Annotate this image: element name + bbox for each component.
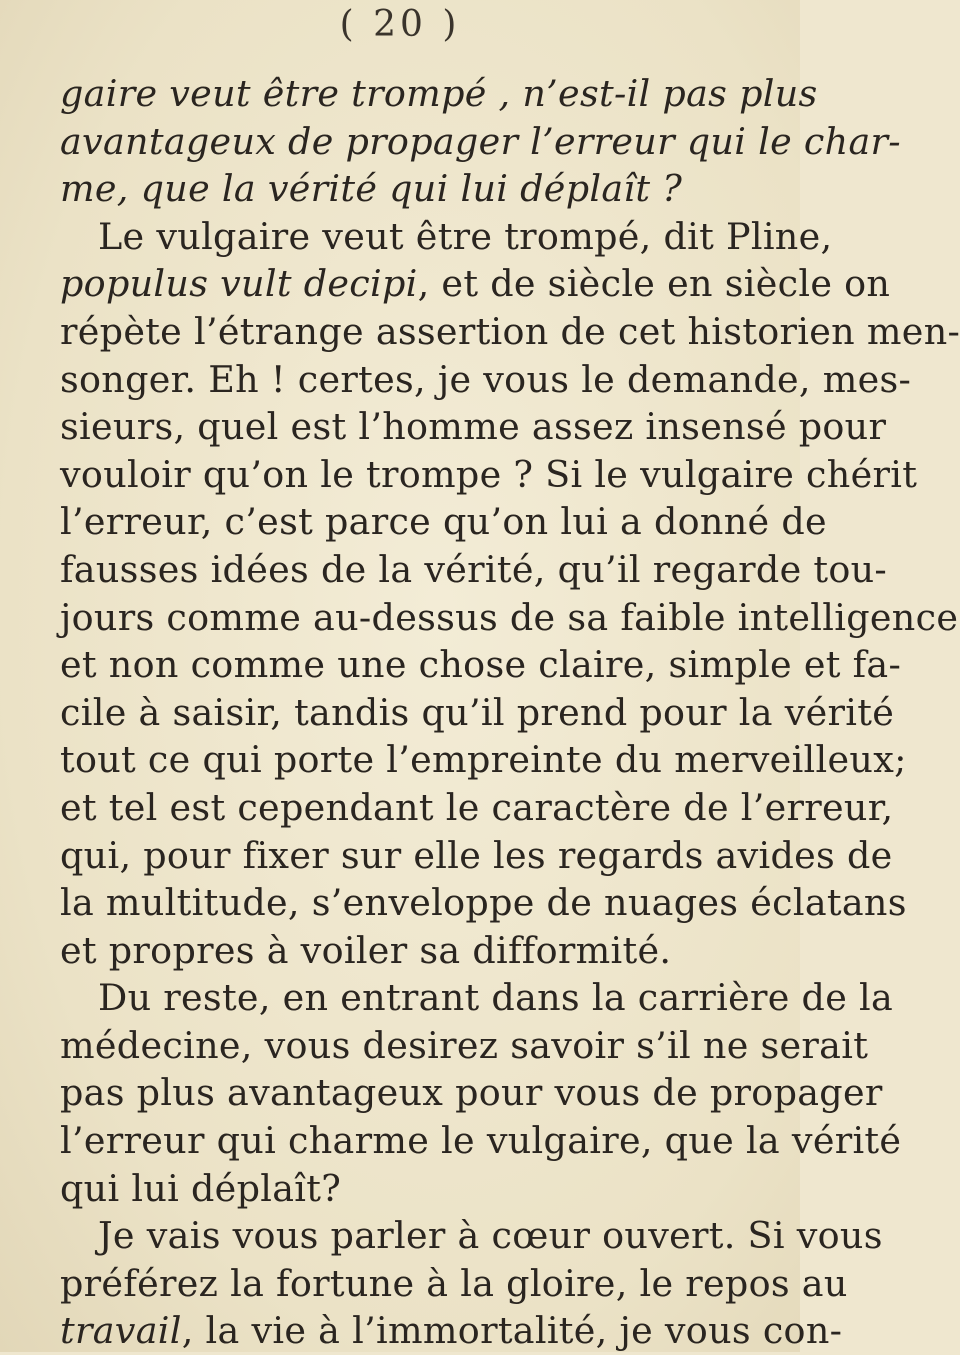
italic-phrase: travail <box>60 1309 182 1353</box>
text-line: vouloir qu’on le trompe ? Si le vulgaire chérit <box>60 452 918 496</box>
text-line: et tel est cependant le caractère de l’erreur, <box>60 785 894 829</box>
text-line: et propres à voiler sa difformité. <box>60 928 672 972</box>
text-line: Du reste, en entrant dans la carrière de la <box>98 976 894 1020</box>
text-line: qui, pour fixer sur elle les regards avides de <box>60 833 893 877</box>
text-line: avantageux de propager l’erreur qui le char- <box>60 119 901 163</box>
text-line: Le vulgaire veut être trompé, dit Pline, <box>98 214 833 258</box>
text-line: préférez la fortune à la gloire, le repos au <box>60 1261 848 1305</box>
text-line: sieurs, quel est l’homme assez insensé pour <box>60 405 887 449</box>
text-line: travail, la vie à l’immortalité, je vous con- <box>60 1309 843 1353</box>
italic-phrase: populus vult decipi <box>60 262 418 306</box>
text-line: cile à saisir, tandis qu’il prend pour la vérité <box>60 690 895 734</box>
text-line: tout ce qui porte l’empreinte du merveilleux; <box>60 738 907 782</box>
text-line: répète l’étrange assertion de cet historien men- <box>60 309 960 353</box>
text-line: pas plus avantageux pour vous de propager <box>60 1071 883 1115</box>
text-line: gaire veut être trompé , n’est-il pas plus <box>60 72 818 115</box>
text-line: fausses idées de la vérité, qu’il regarde tou- <box>60 547 888 591</box>
text-line: me, que la vérité qui lui déplaît ? <box>60 167 683 211</box>
text-line: Je vais vous parler à cœur ouvert. Si vous <box>98 1214 883 1258</box>
text-line: songer. Eh ! certes, je vous le demande, mes- <box>60 357 912 401</box>
text-line: l’erreur, c’est parce qu’on lui a donné de <box>60 500 827 544</box>
text-line: populus vult decipi, et de siècle en siècle on <box>60 262 891 306</box>
page-number: ( 20 ) <box>339 4 461 45</box>
text-line: et non comme une chose claire, simple et fa- <box>60 643 902 687</box>
text-line: la multitude, s’enveloppe de nuages éclatans <box>60 881 907 925</box>
text-line: qui lui déplaît? <box>60 1166 342 1210</box>
text-line: l’erreur qui charme le vulgaire, que la vérité <box>60 1119 902 1163</box>
text-line: jours comme au-dessus de sa faible intelligence <box>60 595 959 639</box>
text-line: médecine, vous desirez savoir s’il ne serait <box>60 1023 869 1067</box>
body-text <box>60 70 960 1355</box>
